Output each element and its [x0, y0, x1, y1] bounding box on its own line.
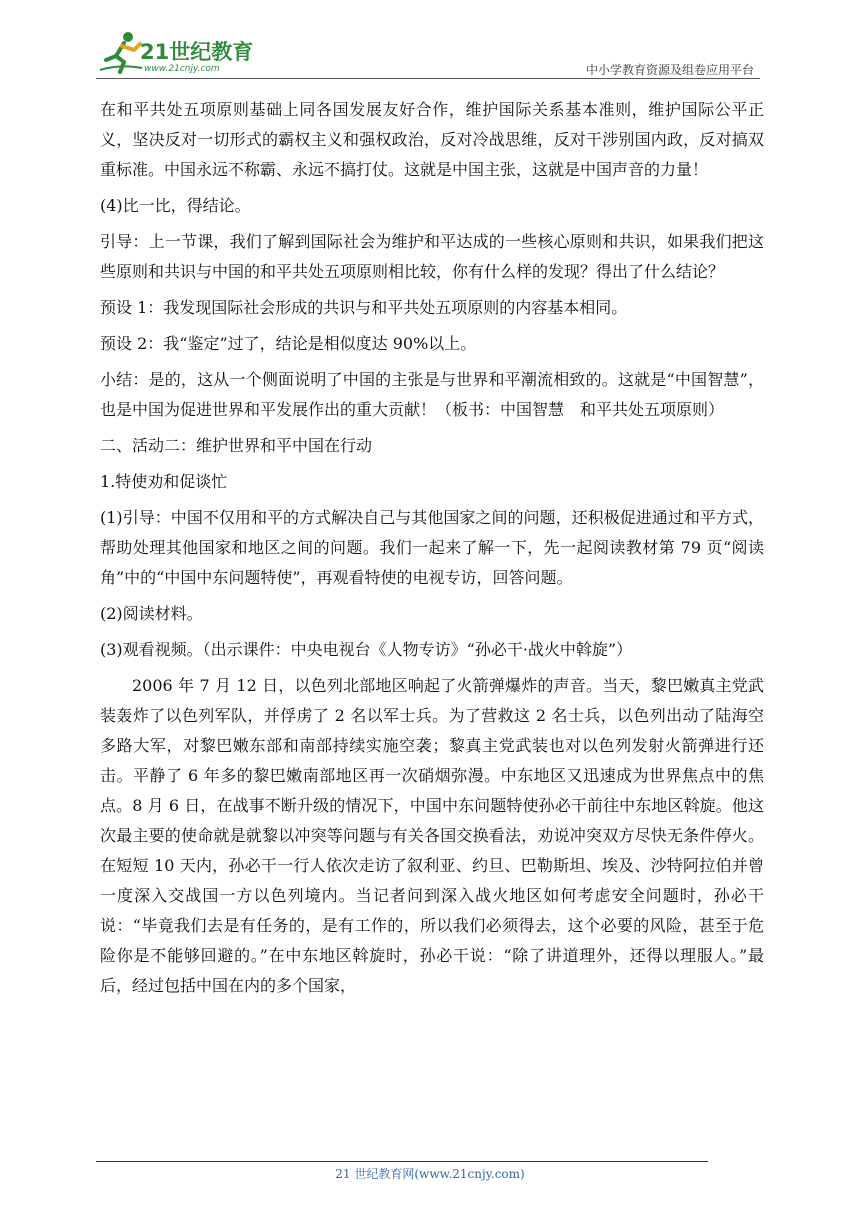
paragraph: (1)引导：中国不仅用和平的方式解决自己与其他国家之间的问题，还积极促进通过和平方式，帮助处理其他国家和地区之间的问题。我们一起来了解一下，先一起阅读教材第 79 页“阅读角”中的“中国中东问题特使”，再观看特使的电视专访，回答问题。 [100, 508, 764, 587]
logo-text: 21世纪教育 [140, 40, 254, 64]
paragraph: 2006 年 7 月 12 日，以色列北部地区响起了火箭弹爆炸的声音。当天，黎巴嫩真主党武装轰炸了以色列军队，并俘虏了 2 名以军士兵。为了营救这 2 名士兵，以色列出动了陆海空多路大军，对黎巴嫩东部和南部持续实施空袭；黎真主党武装也对以色列发射火箭弹进行还击。平静了 6 年多的黎巴嫩南部地区再一次硝烟弥漫。中东地区又迅速成为世界焦点中的焦点。8 月 6 日，在战事不断升级的情况下，中国中东问题特使孙必干前往中东地区斡旋。他这次最主要的使命就是就黎以冲突等问题与有关各国交换看法，劝说冲突双方尽快无条件停火。在短短 10 天内，孙必干一行人依次走访了叙利亚、约旦、巴勒斯坦、埃及、沙特阿拉伯并曾一度深入交战国一方以色列境内。当记者问到深入战火地区如何考虑安全问题时，孙必干说：“毕竟我们去是有任务的，是有工作的，所以我们必须得去，这个必要的风险，甚至于危险你是不能够回避的。”在中东地区斡旋时，孙必干说：“除了讲道理外，还得以理服人。”最后，经过包括中国在内的多个国家， [100, 676, 764, 995]
paragraph: (3)观看视频。（出示课件：中央电视台《人物专访》“孙必干·战火中斡旋”） [100, 640, 633, 659]
header-divider [96, 78, 760, 79]
page-header [96, 28, 760, 78]
paragraph: 预设 2：我“鉴定”过了，结论是相似度达 90%以上。 [100, 334, 477, 353]
logo-url: www.21cnjy.com [144, 64, 220, 74]
running-figure-icon [98, 30, 144, 74]
document-body [100, 95, 764, 1001]
paragraph: 小结：是的，这从一个侧面说明了中国的主张是与世界和平潮流相致的。这就是“中国智慧”，也是中国为促进世界和平发展作出的重大贡献！（板书：中国智慧 和平共处五项原则） [100, 370, 764, 419]
logo [96, 28, 266, 78]
footer-divider [96, 1161, 708, 1162]
page-footer: 21 世纪教育网(www.21cnjy.com) [335, 1167, 525, 1181]
paragraph: (4)比一比，得结论。 [100, 196, 251, 215]
section-heading: 二、活动二：维护世界和平中国在行动 [100, 436, 373, 455]
platform-name: 中小学教育资源及组卷应用平台 [585, 63, 754, 77]
subsection-heading: 1.特使劝和促谈忙 [100, 472, 228, 491]
paragraph: 在和平共处五项原则基础上同各国发展友好合作，维护国际关系基本准则，维护国际公平正义，坚决反对一切形式的霸权主义和强权政治，反对冷战思维，反对干涉别国内政，反对搞双重标准。中国永远不称霸、永远不搞打仗。这就是中国主张，这就是中国声音的力量！ [100, 100, 764, 179]
paragraph: (2)阅读材料。 [100, 604, 203, 623]
paragraph: 引导：上一节课，我们了解到国际社会为维护和平达成的一些核心原则和共识，如果我们把这些原则和共识与中国的和平共处五项原则相比较，你有什么样的发现？得出了什么结论？ [100, 232, 764, 281]
paragraph: 预设 1：我发现国际社会形成的共识与和平共处五项原则的内容基本相同。 [100, 298, 628, 317]
